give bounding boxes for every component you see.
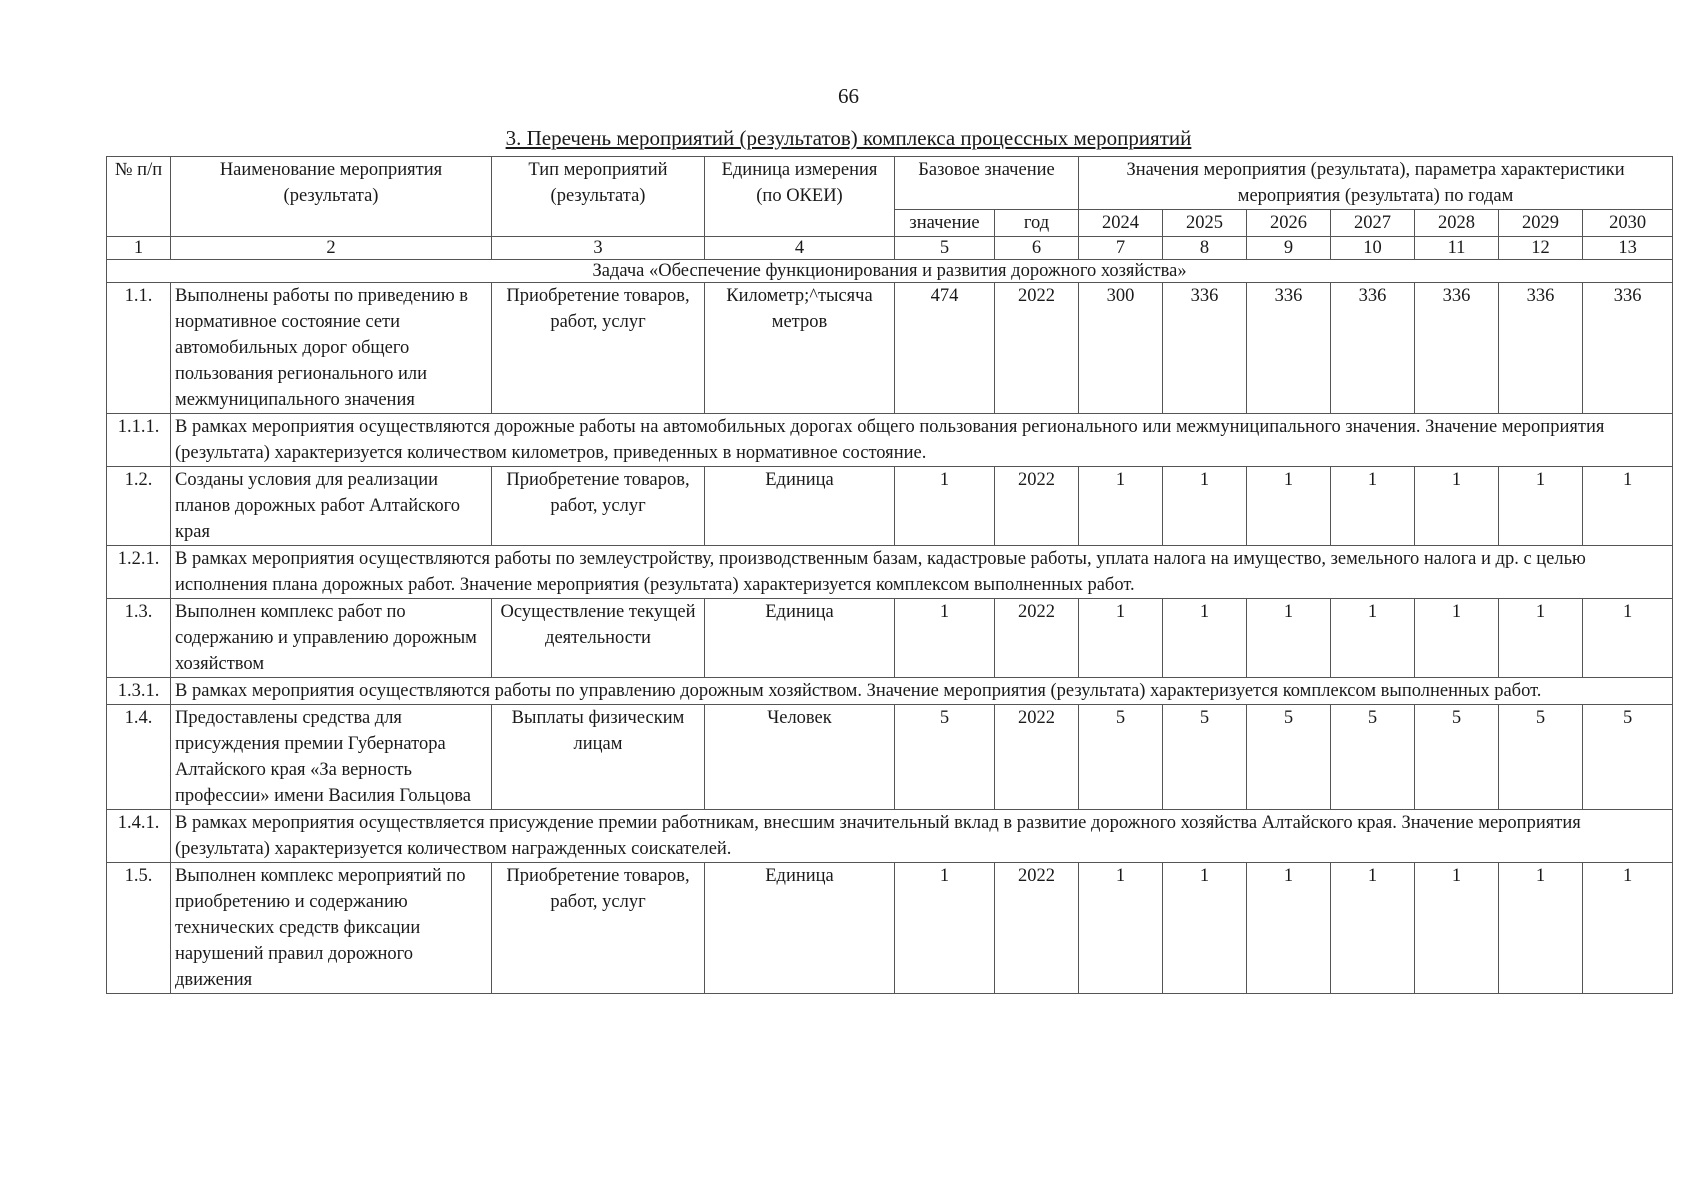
year-value: 1 (1163, 599, 1247, 678)
column-number: 9 (1247, 237, 1331, 260)
measure-number: 1.3. (107, 599, 171, 678)
header-name: Наименование мероприятия (результата) (171, 157, 492, 237)
header-base-value: значение (895, 210, 995, 237)
description-number: 1.4.1. (107, 810, 171, 863)
base-year: 2022 (995, 283, 1079, 414)
measure-unit: Единица (705, 863, 895, 994)
measure-number: 1.2. (107, 467, 171, 546)
base-value: 1 (895, 467, 995, 546)
year-value: 336 (1163, 283, 1247, 414)
measure-row (107, 599, 1673, 678)
measures-table (106, 156, 1673, 994)
header-type: Тип мероприятий (результата) (492, 157, 705, 237)
description-row (107, 810, 1673, 863)
measure-name: Созданы условия для реализации планов дорожных работ Алтайского края (171, 467, 492, 546)
header-year: 2028 (1415, 210, 1499, 237)
measure-type: Приобретение товаров, работ, услуг (492, 467, 705, 546)
column-number: 13 (1583, 237, 1673, 260)
year-value: 1 (1583, 599, 1673, 678)
year-value: 5 (1583, 705, 1673, 810)
year-value: 1 (1415, 863, 1499, 994)
description-number: 1.2.1. (107, 546, 171, 599)
measure-row (107, 467, 1673, 546)
column-number: 10 (1331, 237, 1415, 260)
year-value: 1 (1163, 467, 1247, 546)
header-num: № п/п (107, 157, 171, 237)
year-value: 1 (1331, 599, 1415, 678)
header-year: 2027 (1331, 210, 1415, 237)
header-base-year: год (995, 210, 1079, 237)
measure-name: Выполнен комплекс мероприятий по приобретению и содержанию технических средств фиксации нарушений правил дорожного движения (171, 863, 492, 994)
header-unit: Единица измерения (по ОКЕИ) (705, 157, 895, 237)
column-number: 8 (1163, 237, 1247, 260)
year-value: 336 (1583, 283, 1673, 414)
year-value: 300 (1079, 283, 1163, 414)
year-value: 5 (1247, 705, 1331, 810)
column-number: 1 (107, 237, 171, 260)
base-value: 1 (895, 863, 995, 994)
description-row (107, 414, 1673, 467)
year-value: 1 (1331, 467, 1415, 546)
measure-row (107, 283, 1673, 414)
description-text: В рамках мероприятия осуществляются работы по землеустройству, производственным базам, кадастровые работы, уплата налога на имущество, земельного налога и др. с целью исполнения плана дорожных работ. Значение мероприятия (результата) характеризуется комплексом выполненных работ. (171, 546, 1673, 599)
header-values: Значения мероприятия (результата), параметра характеристики мероприятия (результата) по годам (1079, 157, 1673, 210)
description-number: 1.3.1. (107, 678, 171, 705)
description-number: 1.1.1. (107, 414, 171, 467)
column-number: 5 (895, 237, 995, 260)
year-value: 336 (1247, 283, 1331, 414)
year-value: 5 (1079, 705, 1163, 810)
measure-row (107, 863, 1673, 994)
year-value: 1 (1415, 467, 1499, 546)
year-value: 5 (1499, 705, 1583, 810)
measure-type: Приобретение товаров, работ, услуг (492, 863, 705, 994)
year-value: 1 (1079, 599, 1163, 678)
year-value: 1 (1247, 863, 1331, 994)
measure-unit: Единица (705, 467, 895, 546)
task-title: Задача «Обеспечение функционирования и развития дорожного хозяйства» (107, 260, 1673, 283)
base-value: 5 (895, 705, 995, 810)
year-value: 1 (1079, 863, 1163, 994)
measure-name: Предоставлены средства для присуждения премии Губернатора Алтайского края «За верность профессии» имени Василия Гольцова (171, 705, 492, 810)
year-value: 1 (1163, 863, 1247, 994)
base-year: 2022 (995, 467, 1079, 546)
measure-type: Выплаты физическим лицам (492, 705, 705, 810)
header-year: 2029 (1499, 210, 1583, 237)
measure-number: 1.1. (107, 283, 171, 414)
column-number-row (107, 237, 1673, 260)
page-number: 66 (838, 84, 859, 108)
header-base: Базовое значение (895, 157, 1079, 210)
year-value: 1 (1247, 599, 1331, 678)
measure-row (107, 705, 1673, 810)
measure-type: Осуществление текущей деятельности (492, 599, 705, 678)
year-value: 1 (1499, 467, 1583, 546)
measure-name: Выполнены работы по приведению в нормативное состояние сети автомобильных дорог общего пользования регионального или межмуниципального значения (171, 283, 492, 414)
document-title: 3. Перечень мероприятий (результатов) комплекса процессных мероприятий (505, 126, 1192, 150)
measure-unit: Человек (705, 705, 895, 810)
year-value: 1 (1583, 467, 1673, 546)
measure-name: Выполнен комплекс работ по содержанию и управлению дорожным хозяйством (171, 599, 492, 678)
header-year: 2024 (1079, 210, 1163, 237)
column-number: 7 (1079, 237, 1163, 260)
year-value: 1 (1331, 863, 1415, 994)
base-year: 2022 (995, 863, 1079, 994)
year-value: 336 (1415, 283, 1499, 414)
base-year: 2022 (995, 705, 1079, 810)
year-value: 1 (1499, 863, 1583, 994)
task-row (107, 260, 1673, 283)
year-value: 5 (1331, 705, 1415, 810)
measure-unit: Километр;^тысяча метров (705, 283, 895, 414)
description-row (107, 678, 1673, 705)
year-value: 1 (1247, 467, 1331, 546)
column-number: 4 (705, 237, 895, 260)
base-value: 474 (895, 283, 995, 414)
year-value: 1 (1079, 467, 1163, 546)
description-text: В рамках мероприятия осуществляется присуждение премии работникам, внесшим значительный вклад в развитие дорожного хозяйства Алтайского края. Значение мероприятия (результата) характеризуется количеством награжденных соискателей. (171, 810, 1673, 863)
year-value: 1 (1415, 599, 1499, 678)
description-text: В рамках мероприятия осуществляются работы по управлению дорожным хозяйством. Значение мероприятия (результата) характеризуется комплексом выполненных работ. (171, 678, 1673, 705)
column-number: 6 (995, 237, 1079, 260)
column-number: 12 (1499, 237, 1583, 260)
header-year: 2025 (1163, 210, 1247, 237)
base-year: 2022 (995, 599, 1079, 678)
year-value: 5 (1415, 705, 1499, 810)
year-value: 5 (1163, 705, 1247, 810)
measure-number: 1.4. (107, 705, 171, 810)
year-value: 336 (1331, 283, 1415, 414)
header-year: 2030 (1583, 210, 1673, 237)
description-text: В рамках мероприятия осуществляются дорожные работы на автомобильных дорогах общего пользования регионального или межмуниципального значения. Значение мероприятия (результата) характеризуется количеством километров, приведенных в нормативное состояние. (171, 414, 1673, 467)
header-year: 2026 (1247, 210, 1331, 237)
base-value: 1 (895, 599, 995, 678)
measure-number: 1.5. (107, 863, 171, 994)
measure-unit: Единица (705, 599, 895, 678)
year-value: 1 (1499, 599, 1583, 678)
column-number: 3 (492, 237, 705, 260)
column-number: 2 (171, 237, 492, 260)
year-value: 1 (1583, 863, 1673, 994)
column-number: 11 (1415, 237, 1499, 260)
measure-type: Приобретение товаров, работ, услуг (492, 283, 705, 414)
description-row (107, 546, 1673, 599)
year-value: 336 (1499, 283, 1583, 414)
